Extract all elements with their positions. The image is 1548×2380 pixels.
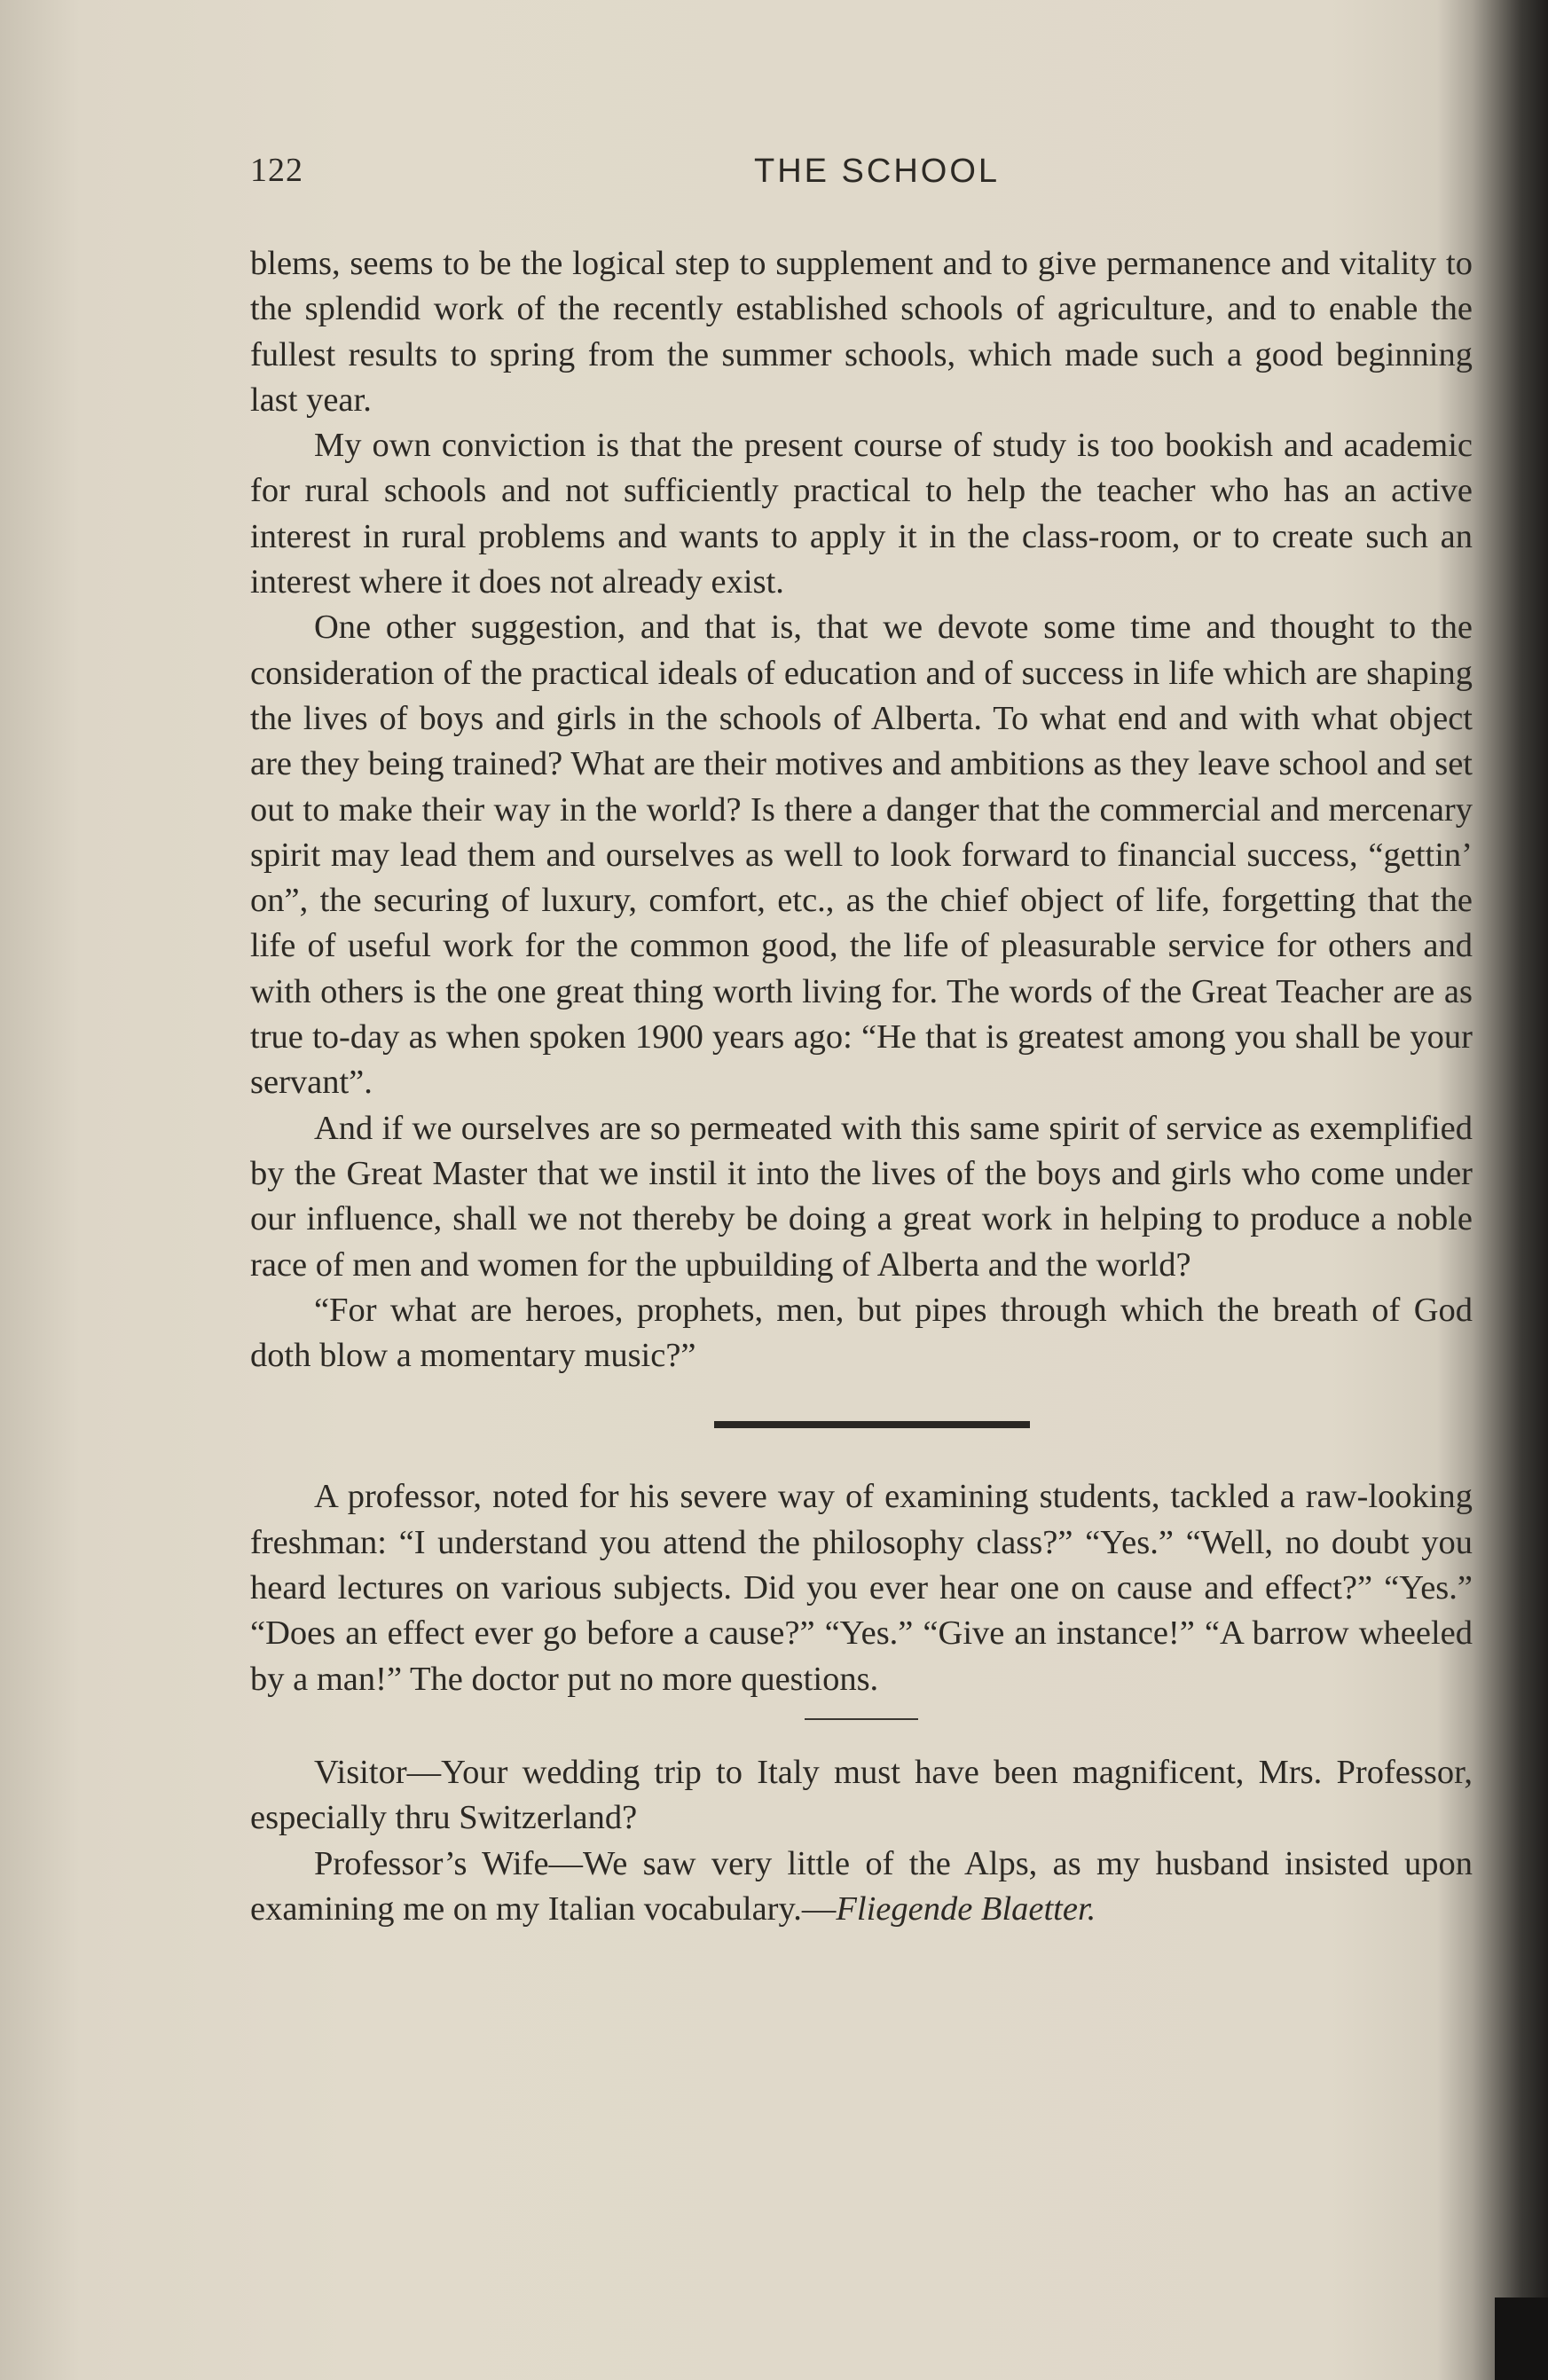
- book-spine-shadow: [1495, 2298, 1548, 2380]
- paragraph-suggestion: One other suggestion, and that is, that we devote some time and thought to the consideration of the practical ideals of education and of success in life which are shaping the lives of boys and girls in the schools of Alberta. To what end and with what object are they being trained? What are their motives and ambitions as they leave school and set out to make their way in the world? Is there a danger that the commercial and mercenary spirit may lead them and ourselves as well to look forward to financial success, “gettin’ on”, the securing of luxury, comfort, etc., as the chief object of life, forgetting that the life of useful work for the common good, the life of pleasurable service for others and with others is the one great thing worth living for. The words of the Great Teacher are as true to-day as when spoken 1900 years ago: “He that is greatest among you shall be your servant”.: [250, 609, 1473, 1102]
- paragraph-service: And if we ourselves are so permeated with this same spirit of service as exemplified by the Great Master that we instil it into the lives of the boys and girls who come under our influence, shall we not thereby be doing a great work in helping to produce a noble race of men and women for the upbuilding of Alberta and the world?: [250, 1109, 1473, 1284]
- anecdote-professor: A professor, noted for his severe way of examining students, tackled a raw-looking freshman: “I understand you attend the philosophy class?” “Yes.” “Well, no doubt you heard lectures on various subjects. Did you ever hear one on cause and effect?” “Yes.” “Does an effect ever go before a cause?” “Yes.” “Give an instance!” “A barrow wheeled by a man!” The doctor put no more questions.: [250, 1478, 1473, 1698]
- page-header: [250, 151, 1474, 204]
- paragraph-continuation: blems, seems to be the logical step to supplement and to give permanence and vitality to the splendid work of the recently established schools of agriculture, and to enable the fullest results to spring from the summer schools, which made such a good beginning last year.: [250, 245, 1473, 419]
- anecdote-source: Fliegende Blaetter.: [836, 1889, 1096, 1928]
- anecdote-wife-text: Professor’s Wife—We saw very little of the Alps, as my husband insisted upon examining me on my Italian vocabulary.—: [250, 1844, 1473, 1928]
- running-title: THE SCHOOL: [754, 153, 1001, 190]
- paragraph-conviction: My own conviction is that the present course of study is too bookish and academic for rural schools and not sufficiently practical to help the teacher who has an active interest in rural problems and wants to apply it in the class-room, or to create such an interest where it does not already exist.: [250, 427, 1473, 601]
- section-divider: [714, 1421, 1030, 1428]
- anecdote-wife: [250, 1842, 1473, 1933]
- anecdote-divider: [805, 1718, 918, 1720]
- main-article: [250, 241, 1473, 1932]
- anecdote-visitor: Visitor—Your wedding trip to Italy must have been magnificent, Mrs. Professor, especially thru Switzerland?: [250, 1753, 1473, 1837]
- page-number: 122: [250, 152, 303, 189]
- paragraph-quotation: “For what are heroes, prophets, men, but pipes through which the breath of God doth blow a momentary music?”: [250, 1291, 1473, 1375]
